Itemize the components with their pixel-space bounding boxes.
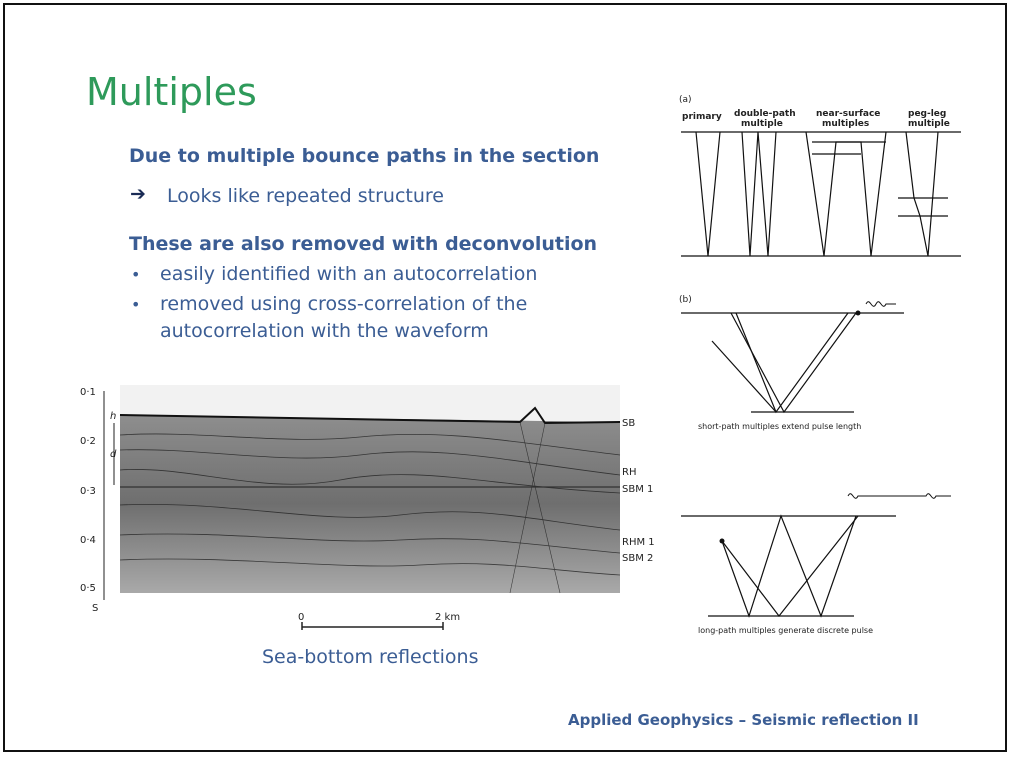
event-label-rh: RH (622, 467, 637, 478)
bullet-autocorrelation: easily identified with an autocorrelation (160, 263, 538, 285)
caption-short-path: short-path multiples extend pulse length (698, 422, 862, 431)
label-peg-leg: peg-leg (908, 109, 947, 119)
time-tick-0-1: 0·1 (80, 387, 96, 398)
depth-label-d: d (110, 449, 117, 460)
slide-footer: Applied Geophysics – Seismic reflection II (568, 711, 919, 729)
arrow-bullet-icon: ➔ (130, 183, 146, 205)
panel-b-label: (b) (679, 295, 692, 305)
heading-deconvolution: These are also removed with deconvolution (129, 233, 598, 255)
event-label-rhm1: RHM 1 (622, 537, 655, 548)
scale-left-label: 0 (298, 612, 305, 623)
event-label-sbm1: SBM 1 (622, 484, 654, 495)
arrow-point-text: Looks like repeated structure (167, 185, 444, 207)
label-double-path-multiple: multiple (741, 119, 783, 129)
label-near-surface: near-surface (816, 109, 881, 119)
bullet-cross-correlation-cont: autocorrelation with the waveform (160, 320, 489, 342)
time-tick-0-2: 0·2 (80, 436, 96, 447)
figure-caption: Sea-bottom reflections (262, 646, 479, 668)
slide-title: Multiples (86, 70, 257, 114)
label-near-surface-multiples: multiples (822, 119, 870, 129)
panel-a-label: (a) (679, 95, 692, 105)
label-peg-leg-multiple: multiple (908, 119, 950, 129)
time-tick-0-5: 0·5 (80, 583, 96, 594)
label-double-path: double-path (734, 109, 796, 119)
caption-long-path: long-path multiples generate discrete pulse (698, 626, 874, 635)
time-tick-0-4: 0·4 (80, 535, 96, 546)
event-label-sb: SB (622, 418, 636, 429)
multiples-diagram (676, 86, 966, 646)
bullet-cross-correlation: removed using cross-correlation of the (160, 293, 528, 315)
time-tick-0-3: 0·3 (80, 486, 96, 497)
label-primary: primary (682, 112, 722, 122)
seismic-section-figure (80, 375, 660, 635)
scale-right-label: 2 km (435, 612, 461, 623)
event-label-sbm2: SBM 2 (622, 553, 654, 564)
heading-multiple-bounce: Due to multiple bounce paths in the section (129, 145, 600, 167)
bullet-dot-icon: • (131, 295, 141, 314)
time-unit: S (92, 603, 99, 614)
depth-label-h: h (110, 411, 117, 422)
bullet-dot-icon: • (131, 265, 141, 284)
